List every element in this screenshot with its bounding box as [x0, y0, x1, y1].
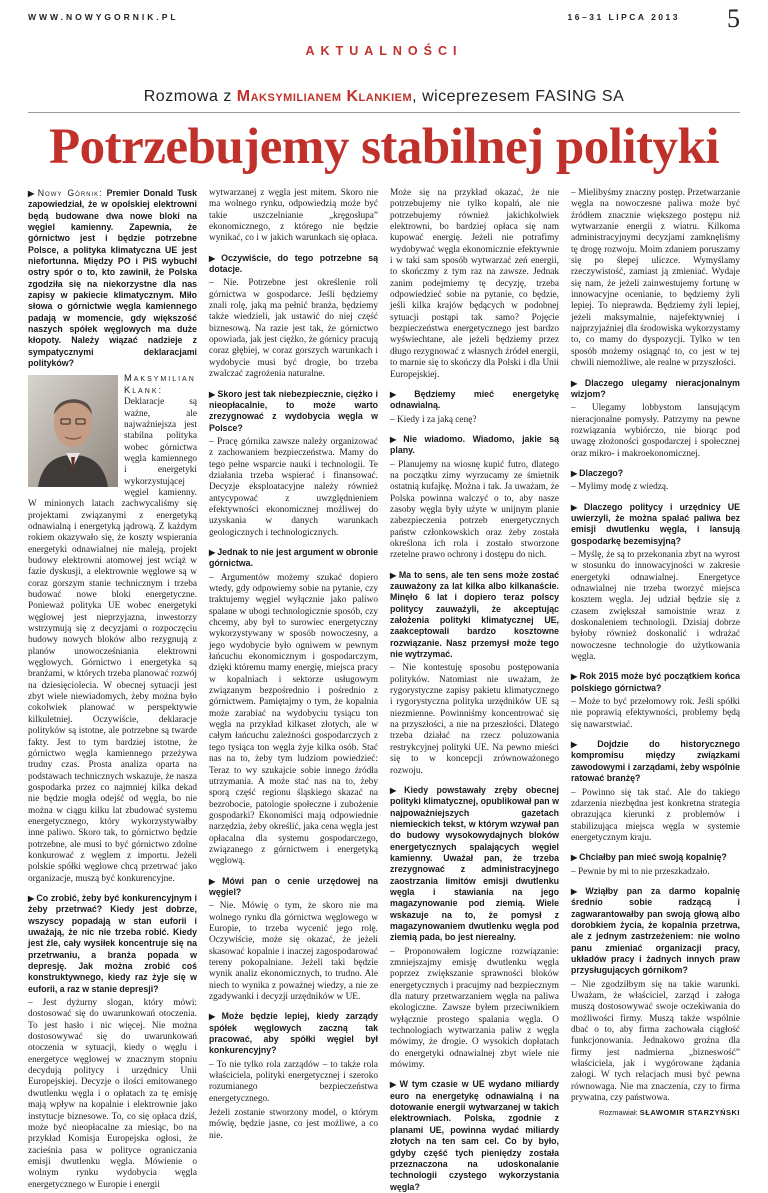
answer: – Nie kontestuję sposobu postępowania polityków. Natomiast nie uważam, że rygorystyczne zapisy pakietu klimatycznego i rygorystyczna polityka urzędników UE są niezmienne. Powinniśmy koncentrować się na przyszłości, a nie na przeszłości. Dlatego trzeba działać na rzecz poluzowania restrykcyjnej polityki UE. Na pewno mieści się to w koncepcji zrównoważonego rozwoju. — [390, 663, 559, 776]
question-text: Wziąłby pan za darmo kopalnię średnio sobie radzącą i zagwarantowałby pan swoją głową albo dorobkiem życia, że kopalnia przetrwa, ale z jednym zastrzeżeniem: nie wolno panu zmieniać organizacji pracy, układów pracy i żadnych innych praw przysługujących górnikom? — [571, 885, 741, 976]
answer: – Nie zgodziłbym się na takie warunki. Uważam, że właściciel, zarząd i załoga muszą dostosowywać swoje oczekiwania do możliwości firmy. Muszą także wspólnie dbać o to, aby firma zachowała ciągłość funkcjonowania. Jednakowo groźna dla firmy jest nadmierna „bizneswość” właściciela, jak i wygórowane żądania załogi. W tych relacjach musi być pewna równowaga. Nie ma znaczenia, czy to firma prywatna, czy państwowa. — [571, 979, 740, 1104]
triangle-bullet-icon: ▶ — [28, 893, 35, 903]
question-text: Może będzie lepiej, kiedy zarządy spółek węglowych zaczną tak pracować, aby spółki węgiel był konkurencyjny? — [209, 1011, 379, 1056]
question — [390, 1079, 559, 1192]
answer: – Może to być przełomowy rok. Jeśli spółki nie poprawią efektywności, problemy będą się nawarstwiać. — [571, 697, 740, 730]
issue-date: 16–31 LIPCA 2013 — [567, 12, 680, 22]
triangle-bullet-icon: ▶ — [209, 876, 221, 886]
question-text: Mówi pan o cenie urzędowej na węgiel? — [209, 875, 379, 897]
question — [28, 188, 197, 370]
answer-text: Deklaracje są ważne, ale najważniejsza jest stabilna polityka wobec górnictwa węgla kamiennego i energetyki wykorzystującej węgiel kamienny. W minionych latach zachwycaliśmy się projektami związanymi z energetyką odnawialną i energetyką jądrową. Z każdym rokiem okazywało się, że koszty wspierania energetyki odnawialnej nie maleją, projekt budowy elektrowni atomowej jest wciąż w fazie dyskusji, a elektrownie węglowe są w coraz gorszym stanie technicznym i trzeba budować nowe bloki energetyczne. Ponieważ polityka UE wobec energetyki węglowej jest nieprzyjazna, inwestorzy wstrzymują się z decyzjami o rozpoczęciu budowy nowych bloków albo rezygnują z planów unowocześniania elektrowni węglowych. Górnictwo i energetyka są branżami, w których trzeba planować rozwój na dziesięciolecia. W obecnej sytuacji jest zbyt wiele niewiadomych, żeby można było cokolwiek planować w perspektywie kilkuletniej. Oczywiście, deklaracje polityków są istotne, ale potrzebne są twarde fakty. Jest to tym bardziej istotne, że górnictwo węgla kamiennego przeżywa trudny czas. Prosta analiza oparta na podstawach technicznych wskazuje, że nasza gospodarka przez co najmniej kilka dekad nie będzie mogła odejść od węgla, bo nie można w ciągu kilku lat zbudować systemu energetycznego, który wykorzystywałby inne paliwo. Skoro tak, to górnictwo będzie potrzebne, ale musi to być górnictwo zdolne konkurować z węglem z importu. Jeżeli polskie spółki węglowe chcą przetrwać jako organizacje, muszą być konkurencyjne. — [28, 397, 197, 884]
question — [571, 739, 740, 784]
answer: – Pewnie by mi to nie przeszkadzało. — [571, 866, 710, 877]
question — [571, 502, 740, 547]
question — [571, 671, 740, 694]
question-text: Rok 2015 może być początkiem końca polskiego górnictwa? — [571, 671, 741, 693]
interviewee-name: Maksymilianem Klankiem — [236, 88, 413, 105]
question-text: Dojdzie do historycznego kompromisu między związkami zawodowymi i zarządami, żeby wspólnie ratować branżę? — [571, 739, 741, 784]
subtitle-suffix: , wiceprezesem FASING SA — [412, 88, 625, 105]
article-subtitle — [0, 88, 768, 106]
question — [571, 886, 740, 977]
question-text: Dlaczego ulegamy nieracjonalnym wizjom? — [571, 377, 740, 399]
question — [571, 378, 740, 401]
triangle-bullet-icon: ▶ — [571, 853, 578, 863]
question — [209, 876, 378, 899]
answer: – Nie. Mówię o tym, że skoro nie ma wolnego rynku dla górnictwa węglowego w Europie, to trzeba wycenić jego rolę. Oczywiście, może się okazać, że jeżeli skasować kopalnie i inaczej zagospodarować tereny pokopalniane. Jeżeli taki będzie wynik analiz ekonomicznych, to trudno. Ale niech to wynika z poważnej wiedzy, a nie ze zgadywanki i decyzji urzędników w UE. — [209, 901, 378, 1003]
answer: – To nie tylko rola zarządów – to także rola właściciela, polityki energetycznej i szeroko rozumianego bezpieczeństwa energetycznego. — [209, 1059, 378, 1104]
question — [390, 434, 559, 457]
triangle-bullet-icon: ▶ — [209, 547, 216, 557]
subtitle-divider — [28, 112, 740, 113]
article-body — [28, 188, 741, 1192]
triangle-bullet-icon: ▶ — [571, 886, 584, 896]
triangle-bullet-icon: ▶ — [571, 740, 596, 750]
question-text: Premier Donald Tusk zapowiedział, że w opolskiej elektrowni będą budowane dwa nowe bloki na węgiel kamienny. Zapewnia, że górnictwo jest i będzie potrzebne Polsce, a polityka klimatyczna UE jest niefortunna. Między PO i PiS wybuchł ostry spór o to, kto zawinił, że Polska zgodziła się na niekorzystne dla nas zapisy w pakiecie klimatycznym. Miło słowa o górnictwie węgla kamiennego padają w momencie, gdy większość naszych spółek węglowych ma duże kłopoty. Należy wiązać nadzieje z sympatycznymi deklaracjami polityków? — [28, 188, 198, 369]
question-text: Ma to sens, ale ten sens może zostać zauważony za lat kilka albo kilkanaście. Minęło 6 lat i dopiero teraz polscy politycy zauważyli, że akceptując założenia polityki klimatycznej UE, zaakceptowali bardzo kosztowne rozwiązanie. Nasz przemysł może tego nie wytrzymać. — [390, 569, 559, 660]
question-text: Chciałby pan mieć swoją kopalnię? — [579, 852, 727, 863]
question-text: Dlaczego? — [579, 467, 624, 478]
page-number: 5 — [727, 4, 740, 33]
question — [571, 468, 740, 479]
triangle-bullet-icon: ▶ — [28, 189, 36, 198]
question-text: Jednak to nie jest argument w obronie górnictwa. — [209, 546, 378, 569]
question-text: Będziemy mieć energetykę odnawialną. — [390, 388, 559, 411]
question — [390, 389, 559, 412]
portrait-photo — [28, 375, 118, 487]
question — [571, 852, 740, 863]
answer: – Mielibyśmy znaczny postęp. Przetwarzanie węgla na nowoczesne paliwa może być źródłem znacznie większego postępu niż wytwarzanie energii z wiatru. Kilkoma administracyjnymi decyzjami zamknęliśmy tę drogę rozwoju. Moim zdaniem poruszamy się po ślepej uliczce. Wymyślamy rzeczywistość, zamiast ją zmieniać. Wydaje się nam, że jeżeli zainwestujemy fortunę w innowacyjne ocenianie, to będziemy żyli lepiej. To nieprawda. Będziemy żyli lepiej, jeżeli maksymalnie, najefektywniej i najprzyjaźniej dla środowiska wykorzystamy to, co mamy do dyspozycji. Tylko w ten sposób możemy osiągnąć to, co jest w tej chwili niemożliwe, ale realne w przyszłości. — [571, 188, 740, 369]
column-4 — [571, 188, 741, 1118]
answer: Może się na przykład okazać, że nie potrzebujemy nie tylko kopalń, ale nie potrzebujemy również jakichkolwiek elektrowni, bo bardziej opłaca się nam kupować energię. Jeżeli nie potrafimy wydobywać węgla ekonomicznie efektywnie i w taki sam sposób wytwarzać zeń energii, to skończmy z tym raz na zawsze. Jednak zanim podejmiemy tę decyzję, trzeba odpowiedzieć sobie na pytanie, co będzie, jeśli kilka krajów będących w podobnej sytuacji postąpi tak samo? Pojęcie bezpieczeństwa energetycznego jest bardzo wyświechtane, ale jeżeli będziemy przez długo rezygnować z własnych źródeł energii, to marnie się to skończy dla Polski i dla Unii Europejskiej. — [390, 188, 559, 380]
question-text: Skoro jest tak niebezpiecznie, ciężko i nieopłacalnie, to może warto zrezygnować z wydobycia węgla w Polsce? — [209, 388, 379, 433]
triangle-bullet-icon: ▶ — [571, 672, 578, 682]
column-1 — [28, 188, 198, 1190]
article-headline: Potrzebujemy stabilnej polityki — [48, 119, 720, 175]
subtitle-prefix: Rozmowa z — [143, 88, 237, 105]
answer: – Kiedy i za jaką cenę? — [390, 414, 477, 425]
answer: – Myślę, że są to przekonania zbyt na wyrost w stosunku do innowacyjności w zakresie energetyki odnawialnej. Energetyce odnawialnej nie trzeba tworzyć miejsca kosztem węgla. Jej udział będzie się z czasem zwiększał samoistnie wraz z doskonaleniem technologii. Dzisiaj dobrze byłoby również doskonalić i wdrażać nowoczesne technologie do użytkowania węgla. — [571, 549, 740, 663]
triangle-bullet-icon: ▶ — [390, 1080, 398, 1090]
answer: – Argumentów możemy szukać dopiero wtedy, gdy odpowiemy sobie na pytanie, czy traktujemy węgiel wyłącznie jako paliwo spalane w ubogi technologicznie sposób, czy chcemy, aby był to surowiec energetyczny wykorzystywany w sposób nowoczesny, a jego wydobycie było ogniwem w pewnym łańcuchu ekonomicznym i gospodarczym, dzięki któremu mamy energię, miejsca pracy w kopalniach i sektorze usługowym związanym bezpośrednio i pośrednio z górnictwem. Pamiętajmy o tym, że kopalnia może zarabiać na wydobyciu tysiącu ton węgla na przykład kilkaset złotych, ale w całym łańcuchu zależności gospodarczych z tego tysiąca ton węgla żyje kilka osób. Stać nas na to, żeby tym ludziom powiedzieć: Teraz to wy szukajcie sobie innego źródła utrzymania. A może stać nas na to, żeby sporą część regionu śląskiego skazać na bezrobocie, patologie społeczne i zubożenie gospodarki? Ekonomiści mają odpowiednie narzędzia, żeby określić, jaka cena węgla jest opłacalna dla systemu gospodarczego, związanego z górnictwem i energetyką węglową. — [209, 572, 378, 867]
answer: – Planujemy na wiosnę kupić futro, dlatego na początku zimy wyrzucamy ze śmietnik ostatnią kufajkę. Można i tak. Ja uważam, że Polska powinna walczyć o to, aby nasze zasoby węgla były użyte w unijnym planie zabezpieczenia potrzeb energetycznych państw członkowskich oraz żeby została określona ich rola i zostało stworzone rzetelne prawo ochrony i dostępu do nich. — [390, 459, 559, 561]
section-label: AKTUALNOŚCI — [305, 44, 463, 58]
author-name: SŁAWOMIR STARZYŃSKI — [639, 1108, 740, 1118]
question-text: Nie wiadomo. Wiadomo, jakie są plany. — [390, 433, 559, 456]
author-credit — [571, 1107, 740, 1118]
question — [390, 785, 559, 944]
question — [390, 570, 559, 661]
answer: – Nie. Potrzebne jest określenie roli górnictwa w gospodarce. Jeśli będziemy znali rolę, jaką ma pełnić branża, będziemy także wiedzieli, jak ustawić do niej część biznesową. Na razie jest tak, że górnictwo opowiada, jak jest ciężko, że górnicy pracują coraz głębiej, w coraz gorszych warunkach i wydobycie musi być drogie, bo trzeba zwalczać zagrożenia naturalne. — [209, 278, 378, 380]
column-3 — [390, 188, 559, 1192]
interviewee-label: Maksymilian Klank: — [124, 372, 196, 395]
triangle-bullet-icon: ▶ — [390, 434, 402, 444]
question — [209, 253, 378, 276]
question-text: Oczywiście, do tego potrzebne są dotacje. — [209, 252, 378, 275]
answer: – Proponowałem logiczne rozwiązanie: zmniejszajmy emisję dwutlenku węgla poprzez zwiększanie sprawności bloków energetycznych i pracujmy nad bezpiecznym dla natury przetwarzaniem węgla na paliwa ekologiczne. Zawsze byłem przeciwnikiem wyłącznie prostego spalania węgla. O technologiach wytwarzania paliw z węgla mówimy, że drogie. O wysokich dopłatach do energetyki odnawialnej zbyt wiele nie mówimy. — [390, 946, 559, 1071]
triangle-bullet-icon: ▶ — [571, 502, 582, 512]
triangle-bullet-icon: ▶ — [390, 389, 413, 399]
site-url[interactable]: WWW.NOWYGORNIK.PL — [28, 12, 179, 22]
triangle-bullet-icon: ▶ — [209, 253, 220, 263]
answer: wytwarzanej z węgla jest mitem. Skoro nie ma wolnego rynku, odpowiedzią może być takie uszczelnianie „kręgosłupa” ekonomicznego, z którego nie będzie wynikać, co i w jakich warunkach się opłaca. — [209, 188, 378, 244]
question — [209, 547, 378, 570]
answer: – Jest dyżurny slogan, który mówi: dostosować się do uwarunkowań otoczenia. To jest hasło i nic więcej. Nie można dostosowywać się do uwarunkowań otoczenia w sytuacji, kiedy o węglu i energetyce węglowej w znacznym stopniu decydują politycy i urzędnicy Unii Europejskiej. Decyzje o ilości emitowanego dwutlenku węgla i o opłatach za tę emisję mają wpływ na kopalnie i elektrownie jako instytucje biznesowe. To, co się opłaca dziś, może być nieopłacalne za miesiąc, bo na przykład Komisja Europejska ogłosi, że zacieśnia pasa w polityce ograniczania emisji dwutlenku węgla. Mówienie o wolnym rynku wydobycia węgla energetycznego w Europie i energii — [28, 998, 197, 1190]
question-text: Co zrobić, żeby być konkurencyjnym i żeby przetrwać? Kiedy jest dobrze, wszyscy popadają w stan euforii i uważają, że nic nie trzeba robić. Kiedy jest źle, cały wysiłek koncentruje się na przetrwaniu, a branża popada w depresję. Jak można zrobić coś konstruktywnego, kiedy raz żyje się w euforii, a raz w stanie depresji? — [28, 892, 197, 994]
portrait-image — [28, 375, 118, 487]
question — [28, 893, 197, 995]
triangle-bullet-icon: ▶ — [390, 785, 403, 795]
question-text: Kiedy powstawały zręby obecnej polityki klimatycznej, opublikował pan w najpoważniejszych gazetach niemieckich tekst, w którym wzywał pan do budowy wysokowydajnych bloków energetycznych spalających węgiel kamienny. Uważał pan, że trzeba zrezygnować z administracyjnego zaostrzania limitów emisji dwutlenku węgla i stawiania na jego magazynowanie pod ziemią. Wiele wskazuje na to, że pomysł z magazynowaniem dwutlenku węgla pod ziemią pada, bo jest nierealny. — [390, 784, 559, 943]
answer: Jeżeli zostanie stworzony model, o którym mówię, będzie jasne, co jest możliwe, a co nie. — [209, 1108, 378, 1141]
triangle-bullet-icon: ▶ — [571, 468, 578, 478]
question — [209, 1011, 378, 1056]
answer: – Pracę górnika zawsze należy organizować z zachowaniem bezpieczeństwa. Mamy do tego pełne wsparcie nauki i technologii. Te działania trzeba wspierać i finansować. Decyzje eksploatacyjne należy również antycypować z uwzględnieniem efektywności ekonomicznej możliwej do uzyskania w danych warunkach geologicznych i technologicznych. — [209, 436, 378, 538]
question — [209, 389, 378, 434]
answer: – Mylimy modę z wiedzą. — [571, 482, 669, 493]
column-2 — [209, 188, 379, 1141]
question-text: W tym czasie w UE wydano miliardy euro na energetykę odnawialną i na dotowanie energii wytwarzanej w takich elektrowniach. Polska, zgodnie z planami UE, powinna wydać miliardy złotych na ten sam cel. Co by było, gdyby część tych pieniędzy została przeznaczona na udoskonalanie technologii czystego wykorzystania węgla? — [390, 1079, 559, 1192]
question-text: Dlaczego politycy i urzędnicy UE uwierzyli, że można spalać paliwa bez emisji dwutlenku węgla, i lansują gospodarkę bezemisyjną? — [571, 501, 740, 546]
triangle-bullet-icon: ▶ — [209, 1012, 220, 1022]
triangle-bullet-icon: ▶ — [209, 389, 216, 399]
answer: – Ulegamy lobbystom lansującym nieracjonalne pomysły. Patrzymy na pewne rozwiązania wybiórczo, nie biorąc pod uwagę złożoności gospodarczej i społecznej oraz mikro- i makroekonomicznej. — [571, 403, 740, 459]
triangle-bullet-icon: ▶ — [571, 378, 583, 388]
author-label: Rozmawiał: — [598, 1108, 640, 1118]
interviewer-label: Nowy Górnik: — [37, 188, 103, 198]
answer: – Powinno się tak stać. Ale do takiego zdarzenia niezbędna jest konkretna strategia obrazująca kierunki z problemów i stabilizująca miejsca węgla w systemie energetycznym kraju. — [571, 787, 740, 843]
triangle-bullet-icon: ▶ — [390, 570, 397, 580]
